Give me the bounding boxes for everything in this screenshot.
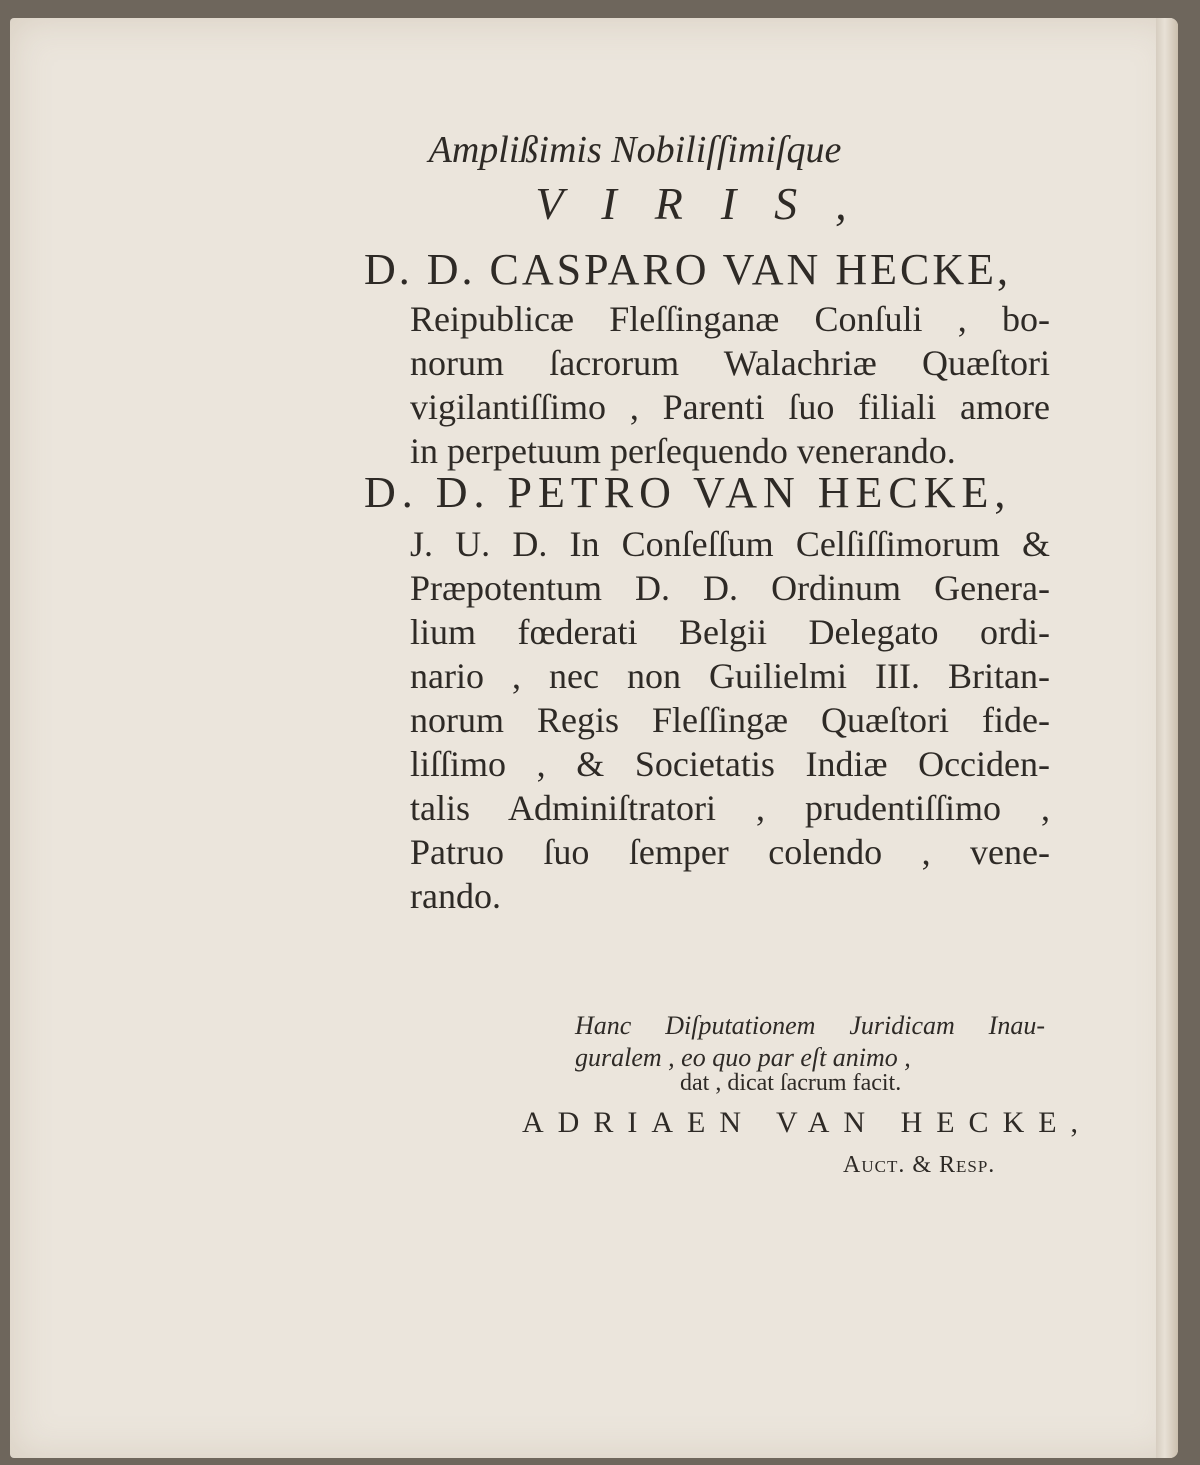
recipient1-text — [410, 297, 1050, 473]
recipient2-line: Patruo ſuo ſemper colendo , vene- — [410, 832, 1050, 872]
dedication-text — [575, 1010, 1045, 1074]
recipient2-line: J. U. D. In Conſeſſum Celſiſſimorum & — [410, 524, 1050, 564]
recipient2-name: D. D. PETRO VAN HECKE, — [364, 468, 1012, 517]
recipient2-line: lium fœderati Belgii Delegato ordi- — [410, 612, 1050, 652]
dedication-line: guralem , eo quo par eſt animo , — [575, 1043, 911, 1072]
recipient2-line: talis Adminiſtratori , prudentiſſimo , — [410, 788, 1050, 828]
author-role: Auct. & Resp. — [843, 1152, 996, 1178]
recipient1-line: vigilantiſſimo , Parenti ſuo filiali amore — [410, 387, 1050, 427]
recipient2-text — [410, 522, 1050, 918]
recipient2-line: nario , nec non Guilielmi III. Britan- — [410, 656, 1050, 696]
recipient1-line: norum ſacrorum Walachriæ Quæſtori — [410, 343, 1050, 383]
dedication-heading-line2: VIRIS, — [535, 178, 885, 229]
recipient1-line: in perpetuum perſequendo venerando. — [410, 431, 956, 471]
dedication-dat: dat , dicat ſacrum facit. — [680, 1070, 902, 1096]
dedication-heading-line1: Amplißimis Nobiliſſimiſque — [428, 129, 842, 171]
recipient2-line: liſſimo , & Societatis Indiæ Occiden- — [410, 744, 1050, 784]
recipient1-line: Reipublicæ Fleſſinganæ Conſuli , bo- — [410, 299, 1050, 339]
recipient1-name: D. D. CASPARO VAN HECKE, — [364, 245, 1011, 294]
author-name: ADRIAEN VAN HECKE, — [522, 1106, 1093, 1139]
dedication-line: Hanc Diſputationem Juridicam Inau- — [575, 1011, 1045, 1040]
recipient2-line: rando. — [410, 876, 501, 916]
recipient2-line: Præpotentum D. D. Ordinum Genera- — [410, 568, 1050, 608]
page-edge — [1156, 18, 1178, 1458]
recipient2-line: norum Regis Fleſſingæ Quæſtori fide- — [410, 700, 1050, 740]
